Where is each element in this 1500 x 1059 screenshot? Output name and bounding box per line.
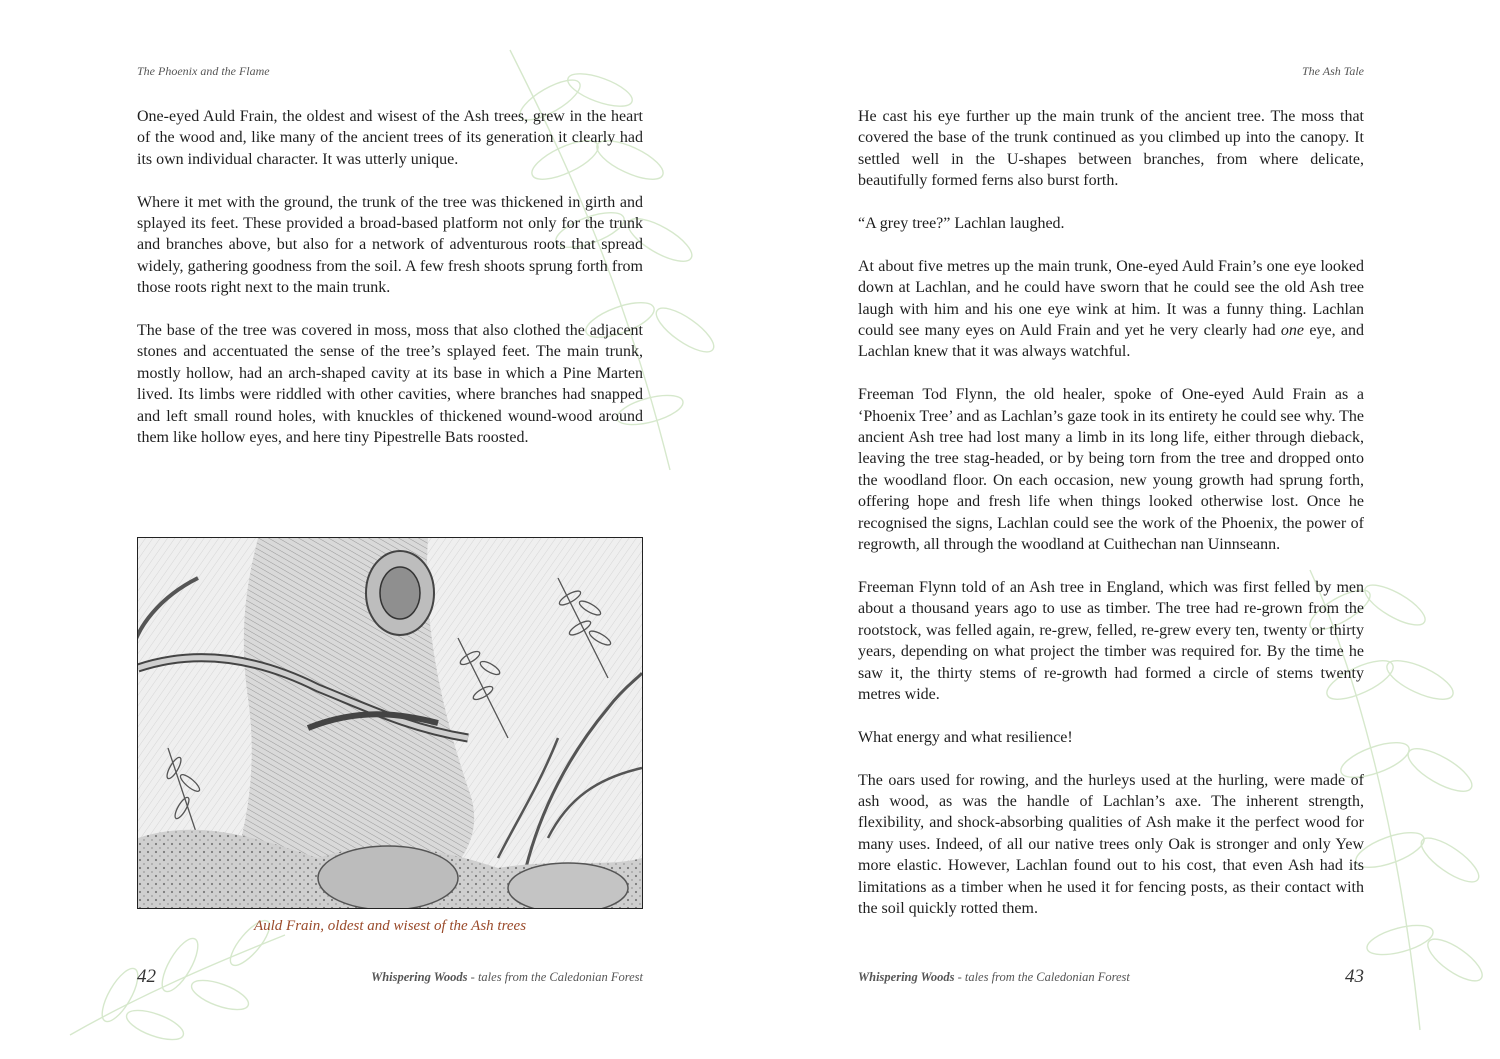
book-title-footer bbox=[858, 970, 1130, 985]
paragraph: “A grey tree?” Lachlan laughed. bbox=[858, 215, 1065, 233]
book-subtitle: - tales from the Caledonian Forest bbox=[467, 970, 643, 984]
paragraph: Where it met with the ground, the trunk of the tree was thickened in girth and splayed its feet. These provided a broad-based platform not only for the trunk and branches above, but also for a network of adventurous roots that spread widely, gathering goodness from the soil. A few fresh shoots sprung forth from those roots right next to the main trunk. bbox=[137, 193, 643, 297]
emphasis-text: one bbox=[1280, 322, 1305, 340]
book-title: Whispering Woods bbox=[371, 970, 468, 984]
paragraph: Freeman Flynn told of an Ash tree in England, which was first felled by men about a thousand years ago to use as timber. The tree had re-grown from the rootstock, was felled again, re-grew, felled, re-grew every ten, twenty or thirty years, depending on what project the timber was required for. By the time he saw it, the thirty stems of re-growth had formed a circle of stems twenty metres wide. bbox=[858, 578, 1364, 703]
paragraph: The oars used for rowing, and the hurleys used at the hurling, were made of ash wood, as was the handle of Lachlan’s axe. The inherent strength, flexibility, and shock-absorbing qualities of Ash make it the perfect wood for many uses. Indeed, of all our native trees only Oak is stronger and only Yew more elastic. However, Lachlan found out to his cost, that even Ash had its limitations as a timber when he used it for fencing posts, as their contact with the soil quickly rotted them. bbox=[858, 771, 1364, 917]
running-head: The Ash Tale bbox=[1301, 64, 1364, 78]
paragraph: One-eyed Auld Frain, the oldest and wisest of the Ash trees, grew in the heart of the wood and, like many of the ancient trees of its generation it clearly had its own individual character. It was utterly unique. bbox=[137, 108, 643, 168]
body-text bbox=[137, 106, 643, 470]
figure-caption: Auld Frain, oldest and wisest of the Ash trees bbox=[253, 918, 527, 934]
page-number: 43 bbox=[1345, 966, 1364, 987]
running-head: The Phoenix and the Flame bbox=[137, 64, 270, 78]
book-subtitle: - tales from the Caledonian Forest bbox=[954, 970, 1130, 984]
page-number: 42 bbox=[137, 966, 156, 987]
paragraph-text: eye, and Lachlan knew that it was always watchful. bbox=[858, 322, 1364, 361]
paragraph: The base of the tree was covered in moss, moss that also clothed the adjacent stones and accentuated the sense of the tree’s splayed feet. The main trunk, mostly hollow, had an arch-shaped cavity at its base in which a Pine Marten lived. Its limbs were riddled with other cavities, where branches had snapped and left small round holes, with knuckles of thickened wound-wood around them like hollow eyes, and here tiny Pipestrelle Bats roosted. bbox=[137, 322, 643, 447]
ash-leaf-icon bbox=[60, 915, 290, 1055]
book-title-footer bbox=[371, 970, 643, 985]
paragraph bbox=[858, 256, 1364, 363]
body-text bbox=[858, 106, 1364, 941]
paragraph-text: At about five metres up the main trunk, One-eyed Auld Frain’s one eye looked down at Lachlan, and he could have sworn that he could see the old Ash tree laugh with him and his one eye wink at him. It was a funny thing. Lachlan could see many eyes on Auld Frain and yet he very clearly had bbox=[858, 257, 1364, 340]
book-title: Whispering Woods bbox=[858, 970, 955, 984]
paragraph: He cast his eye further up the main trunk of the ancient tree. The moss that covered the base of the trunk continued as you climbed up into the canopy. It settled well in the U-shapes between branches, from where delicate, beautifully formed ferns also burst forth. bbox=[858, 108, 1364, 190]
ash-tree-illustration bbox=[137, 537, 643, 909]
right-page bbox=[750, 0, 1500, 1059]
paragraph: What energy and what resilience! bbox=[858, 728, 1073, 746]
paragraph: Freeman Tod Flynn, the old healer, spoke of One-eyed Auld Frain as a ‘Phoenix Tree’ and as Lachlan’s gaze took in its entirety he could see why. The ancient Ash tree had lost many a limb in its long life, either through dieback, leaving the tree stag-headed, or by being torn from the tree and dropped onto the woodland floor. On each occasion, new young growth had sprung forth, offering hope and fresh life when things looked otherwise lost. Once he recognised the signs, Lachlan could see the work of the Phoenix, the power of regrowth, all through the woodland at Cuithechan nan Uinnseann. bbox=[858, 386, 1364, 554]
